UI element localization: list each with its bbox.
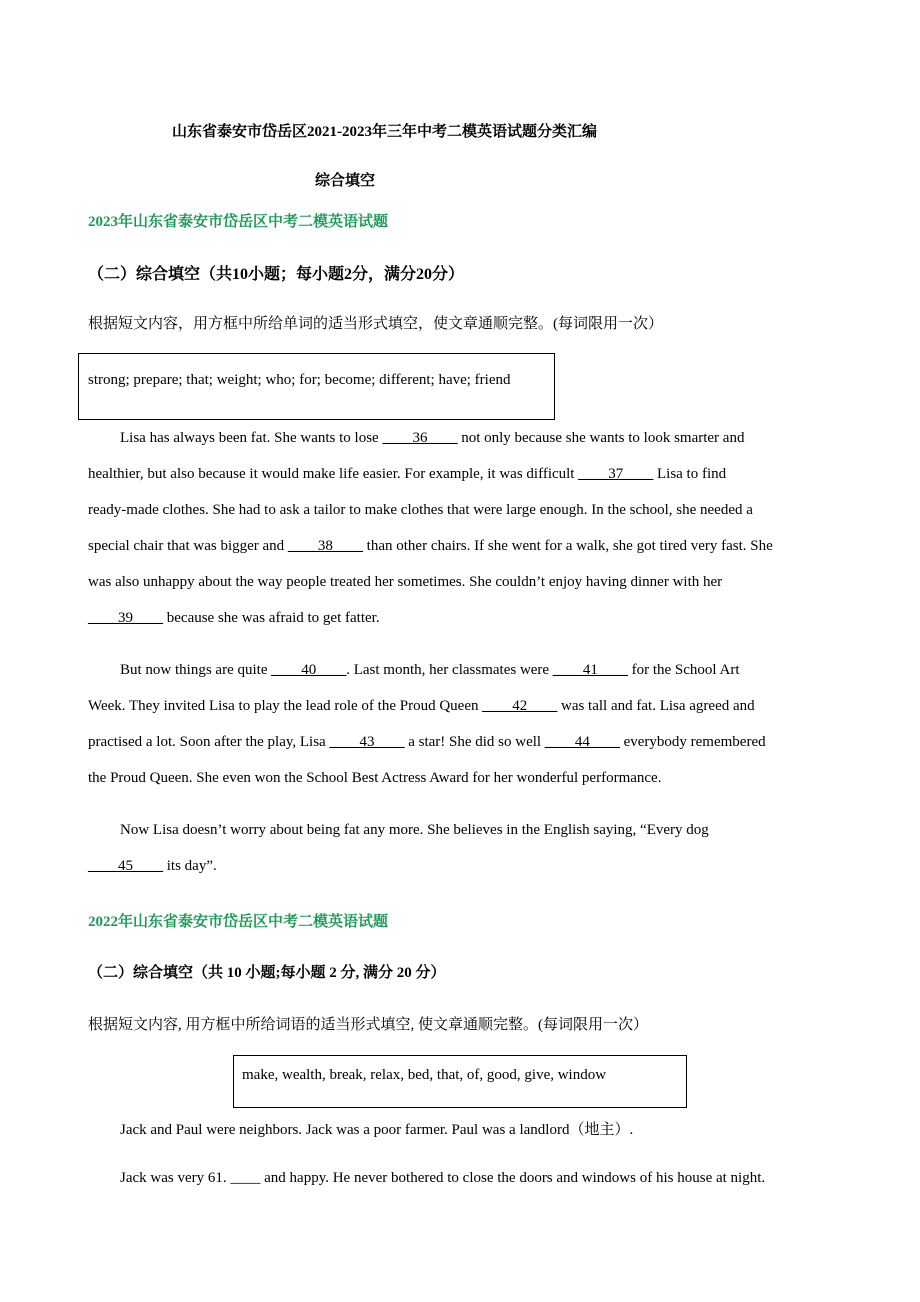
passage-2023-line: ____39____ because she was afraid to get fatter. <box>88 610 380 626</box>
blank-44: ____44____ <box>544 734 620 750</box>
blank-45: ____45____ <box>88 858 163 874</box>
passage-2023-line: practised a lot. Soon after the play, Lisa ____43____ a star! She did so well ____44____ everybody remembered <box>88 734 766 750</box>
passage-2023-line: ready-made clothes. She had to ask a tailor to make clothes that were large enough. In the school, she needed a <box>88 502 753 518</box>
word-box-2023-text: strong; prepare; that; weight; who; for; become; different; have; friend <box>88 372 511 388</box>
section-2022-instruction: 根据短文内容, 用方框中所给词语的适当形式填空, 使文章通顺完整。(每词限用一次） <box>88 1017 648 1033</box>
word-box-2022 <box>233 1055 687 1108</box>
section-2022-heading: 2022年山东省泰安市岱岳区中考二模英语试题 <box>88 914 389 930</box>
page-title: 山东省泰安市岱岳区2021-2023年三年中考二模英语试题分类汇编 <box>172 124 597 140</box>
passage-2023-line: the Proud Queen. She even won the School Best Actress Award for her wonderful performance. <box>88 770 662 786</box>
section-2022-part-title: （二）综合填空（共 10 小题;每小题 2 分, 满分 20 分） <box>88 965 446 981</box>
passage-2022-line: Jack and Paul were neighbors. Jack was a poor farmer. Paul was a landlord（地主）. <box>120 1122 634 1138</box>
word-box-2022-text: make, wealth, break, relax, bed, that, of, good, give, window <box>242 1067 607 1083</box>
passage-2023-line: was also unhappy about the way people treated her sometimes. She couldn’t enjoy having dinner with her <box>88 574 723 590</box>
blank-39: ____39____ <box>88 610 163 626</box>
passage-2022-line: Jack was very 61. ____ and happy. He never bothered to close the doors and windows of his house at night. <box>120 1170 766 1186</box>
blank-43: ____43____ <box>329 734 405 750</box>
page-subtitle: 综合填空 <box>315 173 376 189</box>
blank-38: ____38____ <box>287 538 363 554</box>
passage-2023-line: healthier, but also because it would make life easier. For example, it was difficult ____37____ Lisa to find <box>88 466 727 482</box>
passage-2023-line: Week. They invited Lisa to play the lead role of the Proud Queen ____42____ was tall and fat. Lisa agreed and <box>88 698 755 714</box>
passage-2023-line: Now Lisa doesn’t worry about being fat any more. She believes in the English saying, “Every dog <box>120 822 709 838</box>
blank-41: ____41____ <box>552 662 628 678</box>
word-box-2023 <box>78 353 555 420</box>
section-2023-instruction: 根据短文内容，用方框中所给单词的适当形式填空，使文章通顺完整。(每词限用一次） <box>88 316 663 332</box>
section-2023-heading: 2023年山东省泰安市岱岳区中考二模英语试题 <box>88 214 389 230</box>
passage-2023-line: Lisa has always been fat. She wants to lose ____36____ not only because she wants to look smarter and <box>120 430 745 446</box>
blank-40: ____40____ <box>271 662 347 678</box>
passage-2023-line: But now things are quite ____40____. Last month, her classmates were ____41____ for the School Art <box>120 662 740 678</box>
passage-2023-line: special chair that was bigger and ____38____ than other chairs. If she went for a walk, she got tired very fast. She <box>88 538 773 554</box>
section-2023-part-title: （二）综合填空（共10小题；每小题2分，满分20分） <box>88 266 465 283</box>
blank-42: ____42____ <box>482 698 558 714</box>
passage-2023-line: ____45____ its day”. <box>88 858 217 874</box>
blank-36: ____36____ <box>382 430 458 446</box>
blank-37: ____37____ <box>578 466 654 482</box>
